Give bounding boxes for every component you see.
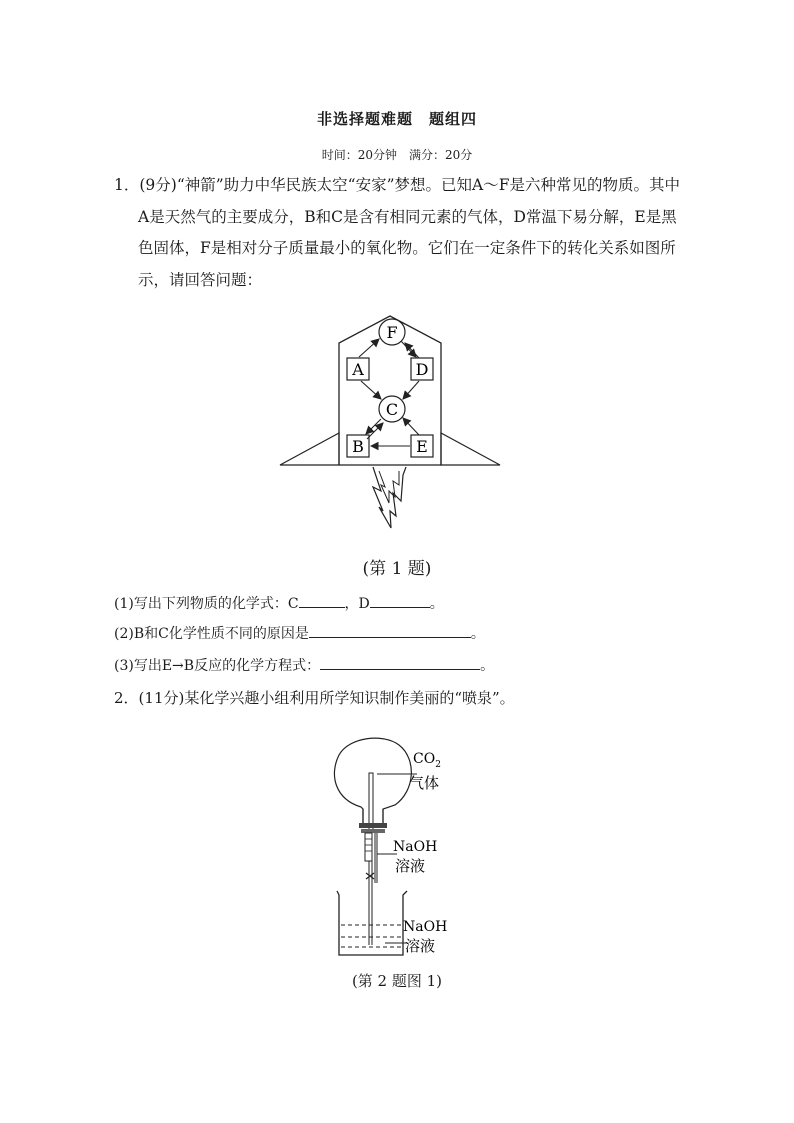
clamp: [366, 873, 374, 879]
label-co2: $CO_2$: [413, 751, 441, 770]
page-title: 非选择题难题 题组四: [316, 110, 477, 128]
label-solution-top: 溶液: [395, 857, 426, 875]
label-solution-bottom: 溶液: [405, 937, 436, 955]
node-f-label: F: [386, 323, 398, 342]
node-c-label: C: [385, 400, 399, 419]
glass-tube-upper: [369, 773, 373, 831]
question-1-body: [114, 170, 689, 296]
node-e-label: E: [416, 437, 428, 456]
stopper-bottom: [361, 829, 385, 833]
fountain-apparatus: [325, 733, 455, 963]
figure-1-caption: (第 1 题): [362, 559, 432, 579]
q1-part2-end: 。: [470, 626, 485, 642]
question-1-part-2: [114, 623, 485, 644]
answer-blank-equation[interactable]: [320, 655, 480, 670]
dropper: [365, 833, 372, 861]
rocket-diagram: [275, 315, 505, 533]
question-2-text: (11分)某化学兴趣小组利用所学知识制作美丽的“喷泉”。: [138, 689, 515, 707]
q1-part3-prefix: (3)写出E→B反应的化学方程式：: [114, 658, 321, 674]
q1-part1-end: 。: [429, 596, 444, 612]
q1-part2-prefix: (2)B和C化学性质不同的原因是: [114, 626, 309, 642]
arrow-d-to-f: [405, 343, 419, 358]
time-score-info: 时间：20分钟 满分：20分: [321, 148, 473, 162]
arrow-a-to-c: [361, 381, 381, 399]
arrow-f-to-d: [401, 341, 416, 357]
label-naoh-top: NaOH: [393, 839, 438, 855]
label-gas: 气体: [409, 774, 440, 792]
question-1-number: 1．: [114, 176, 140, 194]
node-a-label: A: [352, 360, 364, 379]
arrow-a-to-f: [359, 339, 379, 357]
node-b-label: B: [352, 437, 364, 456]
question-2-number: 2．: [114, 689, 139, 707]
node-d-label: D: [415, 360, 429, 379]
question-1: [114, 170, 689, 296]
q1-part1-mid: ，D: [344, 596, 370, 612]
q1-part1-prefix: (1)写出下列物质的化学式：C: [114, 596, 299, 612]
label-naoh-bottom: NaOH: [403, 919, 448, 935]
arrow-e-to-c: [403, 418, 419, 435]
answer-blank-reason[interactable]: [309, 623, 471, 638]
question-2: [114, 683, 689, 715]
rocket-flame-inner: [379, 471, 399, 503]
rocket-left-wing: [280, 433, 339, 465]
answer-blank-c[interactable]: [299, 593, 345, 608]
q1-part3-end: 。: [480, 658, 495, 674]
stopper-top: [359, 823, 387, 828]
arrow-d-to-c: [403, 381, 419, 399]
question-1-text: (9分)“神箭”助力中华民族太空“安家”梦想。已知A～F是六种常见的物质。其中A是天然气的主要成分，B和C是含有相同元素的气体，D常温下易分解，E是黑色固体，F是相对分子质量最小的氧化物。它们在一定条件下的转化关系如图所示，请回答问题：: [138, 176, 680, 289]
rocket-right-wing: [441, 433, 500, 465]
answer-blank-d[interactable]: [370, 593, 430, 608]
figure-2-caption: (第 2 题图 1): [351, 972, 443, 990]
question-1-part-1: [114, 593, 444, 614]
question-1-part-3: [114, 655, 494, 676]
